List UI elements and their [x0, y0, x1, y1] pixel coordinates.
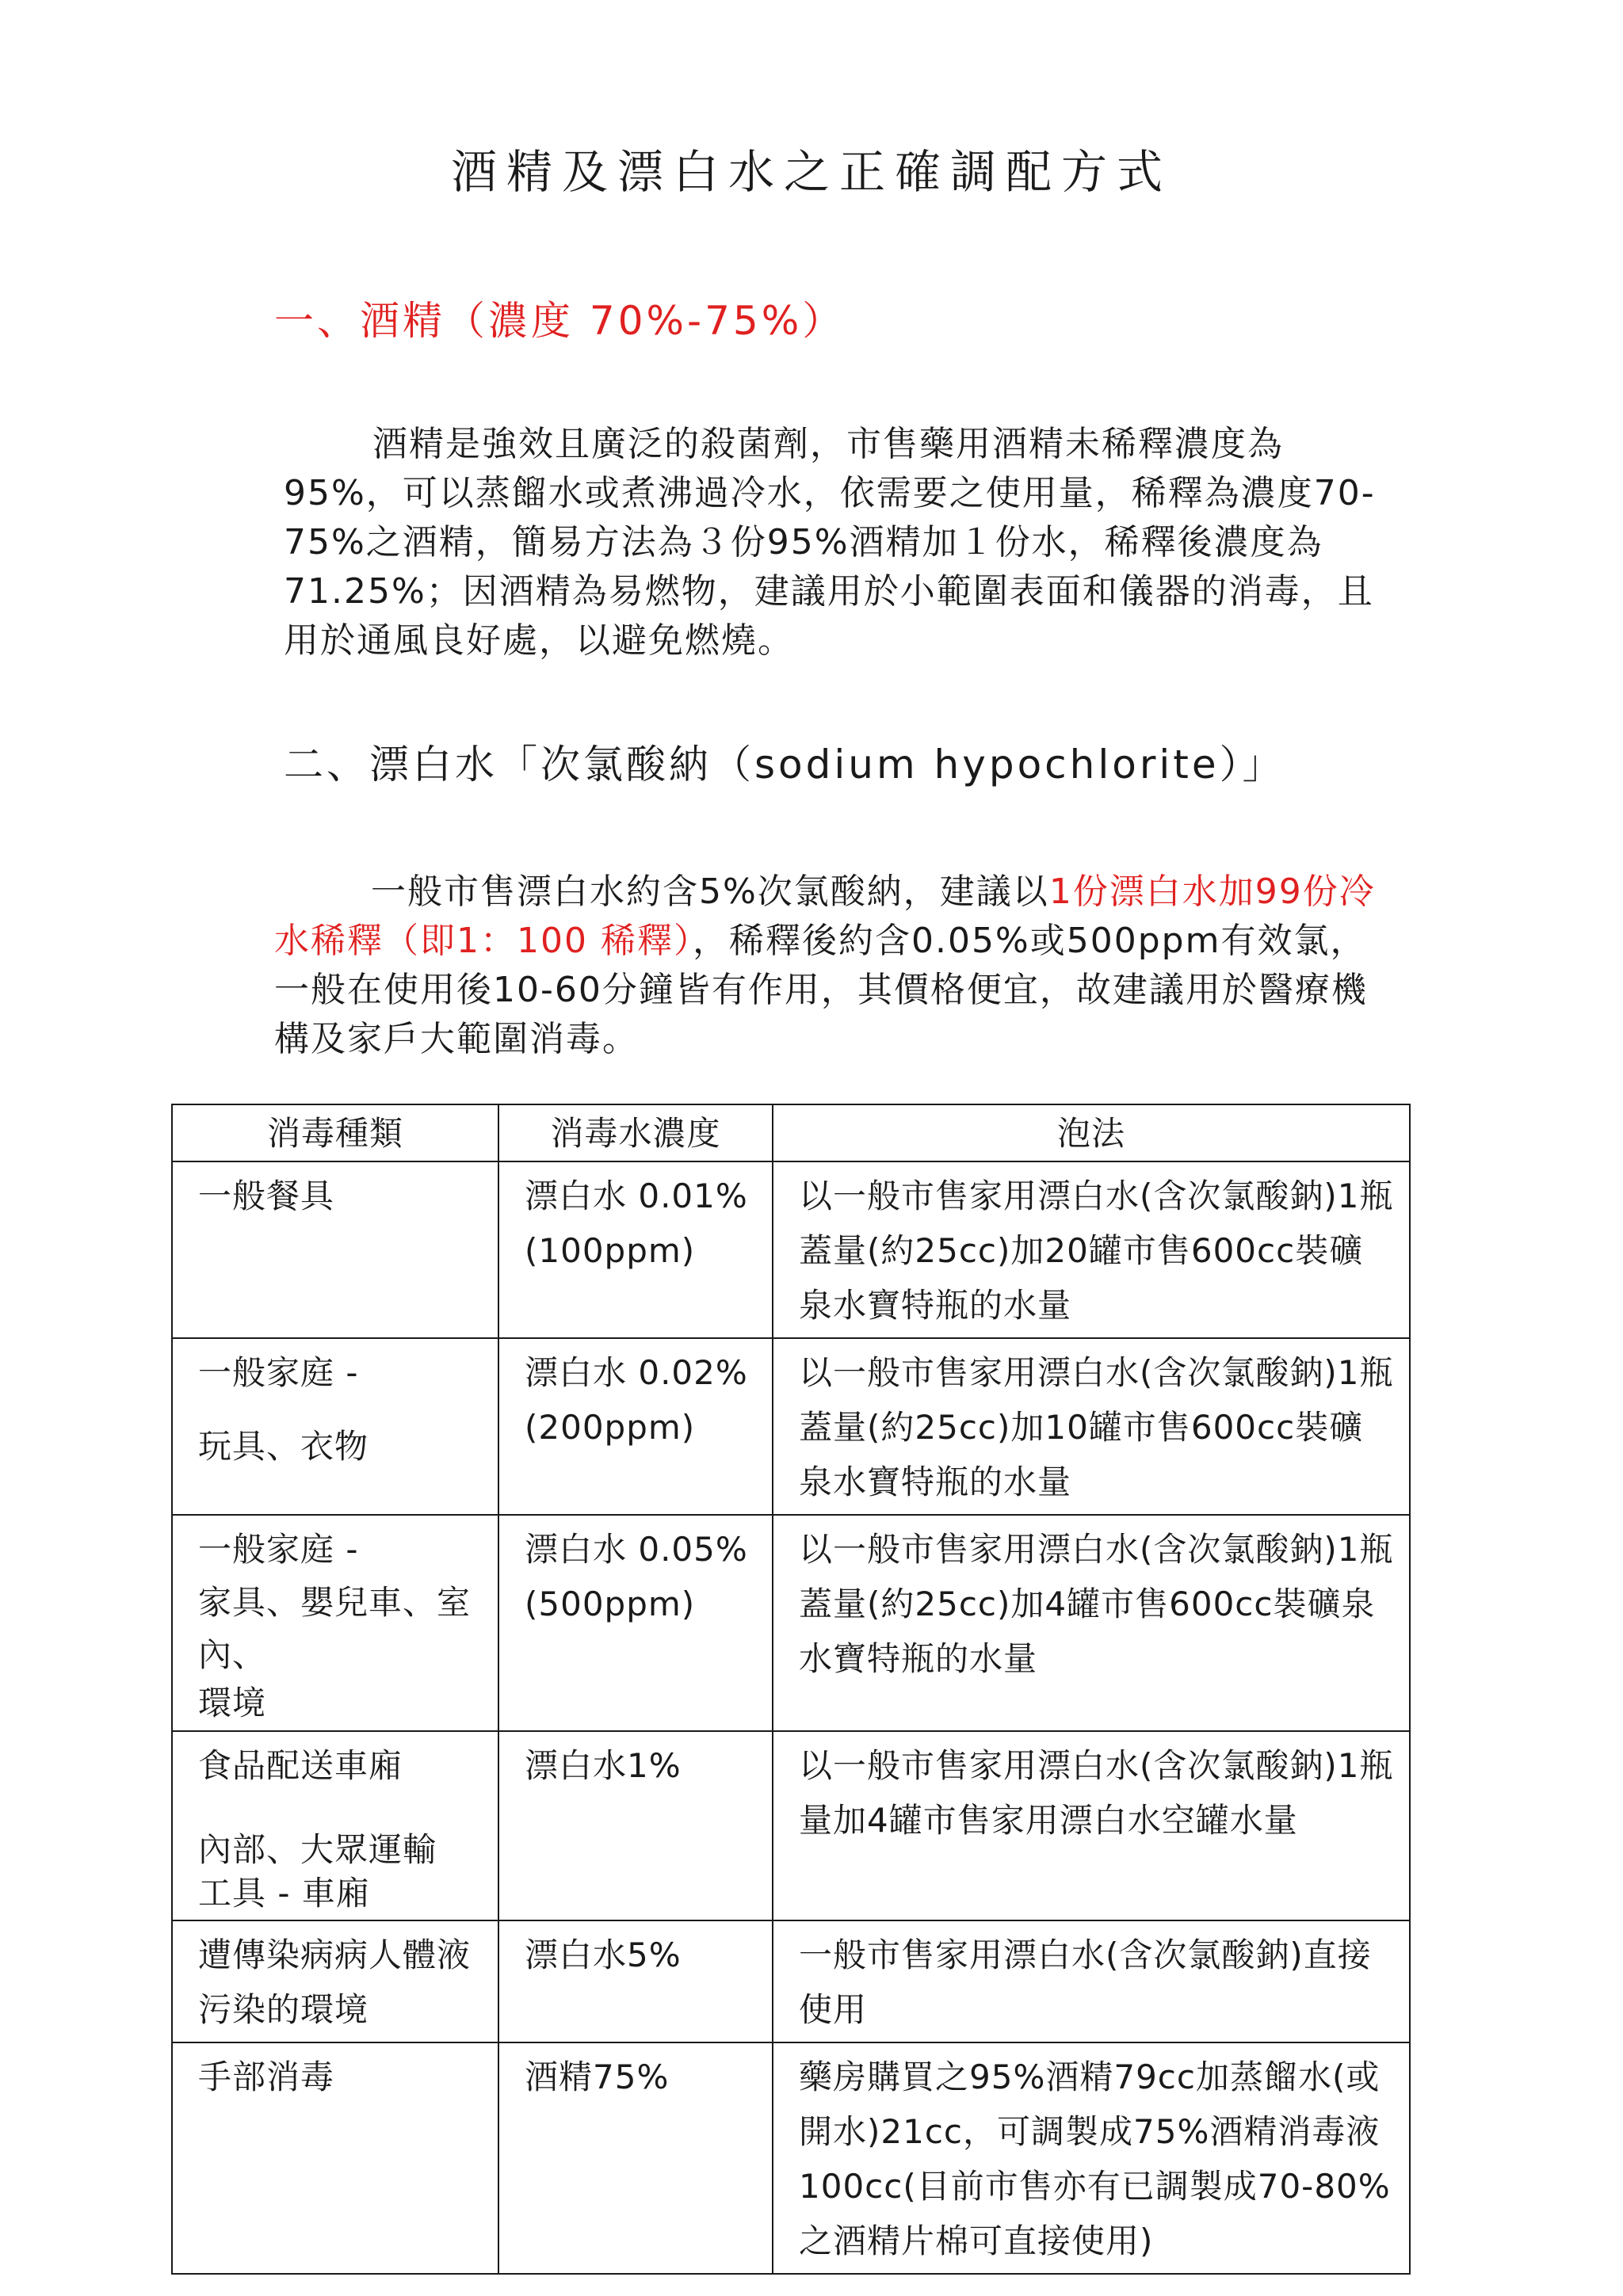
type-line: 家具、嬰兒車、室內、	[198, 1583, 472, 1674]
concentration-value: 漂白水 0.05%	[525, 1530, 748, 1569]
type-line: 遭傳染病病人體液	[198, 1936, 472, 1974]
cell-method: 以一般市售家用漂白水(含次氯酸鈉)1瓶蓋量(約25cc)加4罐市售600cc裝礦泉水寶特瓶的水量	[773, 1515, 1410, 1731]
type-line: 一般家庭 -	[198, 1353, 359, 1392]
concentration-value: 漂白水 0.01%	[525, 1177, 748, 1215]
concentration-ppm: (100ppm)	[525, 1231, 696, 1270]
cell-concentration	[498, 1920, 773, 2042]
bleach-paragraph	[274, 868, 1400, 1064]
table-row	[172, 1338, 1410, 1515]
type-line: 污染的環境	[198, 1990, 369, 2029]
cell-method: 以一般市售家用漂白水(含次氯酸鈉)1瓶蓋量(約25cc)加20罐市售600cc裝礦泉水寶特瓶的水量	[773, 1161, 1410, 1338]
cell-concentration	[498, 1161, 773, 1338]
section-heading-bleach: 二、漂白水「次氯酸納（sodium hypochlorite）」	[284, 742, 1285, 788]
cell-type	[172, 1338, 498, 1515]
cell-type	[172, 1515, 498, 1731]
table-row	[172, 1161, 1410, 1338]
cell-method: 一般市售家用漂白水(含次氯酸鈉)直接使用	[773, 1920, 1410, 2042]
concentration-value: 漂白水1%	[525, 1746, 682, 1785]
section-heading-alcohol: 一、酒精（濃度 70%-75%）	[274, 298, 846, 344]
concentration-value: 酒精75%	[525, 2058, 670, 2096]
cell-type	[172, 1920, 498, 2042]
type-line: 內部、大眾運輸	[198, 1830, 437, 1869]
type-line: 玩具、衣物	[198, 1427, 369, 1466]
alcohol-paragraph: 酒精是強效且廣泛的殺菌劑，市售藥用酒精未稀釋濃度為95%，可以蒸餾水或煮沸過冷水，依需要之使用量，稀釋為濃度70-75%之酒精，簡易方法為３份95%酒精加１份水，稀釋後濃度為71.25%；因酒精為易燃物，建議用於小範圍表面和儀器的消毒，且用於通風良好處，以避免燃燒。	[284, 424, 1376, 661]
cell-concentration	[498, 1515, 773, 1731]
table-header-row	[172, 1104, 1410, 1161]
table-row	[172, 1731, 1410, 1920]
page-title: 酒精及漂白水之正確調配方式	[450, 145, 1172, 199]
bleach-paragraph-part-b: ，稀釋後約含0.05%或500ppm有效氯，一般在使用後10-60分鐘皆有作用，其價格便宜，故建議用於醫療機構及家戶大範圍消毒。	[274, 921, 1368, 1059]
cell-concentration	[498, 1338, 773, 1515]
table-row	[172, 1920, 1410, 2042]
concentration-value: 漂白水 0.02%	[525, 1353, 748, 1392]
concentration-ppm: (200ppm)	[525, 1408, 696, 1447]
header-method: 泡法	[773, 1104, 1410, 1161]
cell-type	[172, 1161, 498, 1338]
header-concentration: 消毒水濃度	[498, 1104, 773, 1161]
type-line: 一般餐具	[198, 1177, 335, 1215]
bleach-paragraph-part-a: 一般市售漂白水約含5%次氯酸納，建議以	[371, 871, 1049, 912]
cell-method: 以一般市售家用漂白水(含次氯酸鈉)1瓶量加4罐市售家用漂白水空罐水量	[773, 1731, 1410, 1920]
header-type: 消毒種類	[172, 1104, 498, 1161]
cell-type	[172, 2042, 498, 2274]
type-line: 食品配送車廂	[198, 1746, 403, 1785]
cell-type	[172, 1731, 498, 1920]
cell-method: 以一般市售家用漂白水(含次氯酸鈉)1瓶蓋量(約25cc)加10罐市售600cc裝礦泉水寶特瓶的水量	[773, 1338, 1410, 1515]
concentration-value: 漂白水5%	[525, 1936, 682, 1974]
concentration-ppm: (500ppm)	[525, 1585, 696, 1623]
type-line: 工具 - 車廂	[198, 1874, 370, 1913]
type-line: 一般家庭 -	[198, 1530, 359, 1569]
table-row	[172, 1515, 1410, 1731]
type-line: 手部消毒	[198, 2058, 335, 2096]
cell-method: 藥房購買之95%酒精79cc加蒸餾水(或開水)21cc，可調製成75%酒精消毒液100cc(目前市售亦有已調製成70-80%之酒精片棉可直接使用)	[773, 2042, 1410, 2274]
bleach-dilution-highlight: 1份漂白水加99份冷水稀釋（即1：100 稀釋）	[274, 871, 1376, 961]
cell-concentration	[498, 1731, 773, 1920]
table-row	[172, 2042, 1410, 2274]
disinfection-table	[171, 1104, 1411, 2275]
cell-concentration	[498, 2042, 773, 2274]
type-line: 環境	[198, 1684, 267, 1722]
